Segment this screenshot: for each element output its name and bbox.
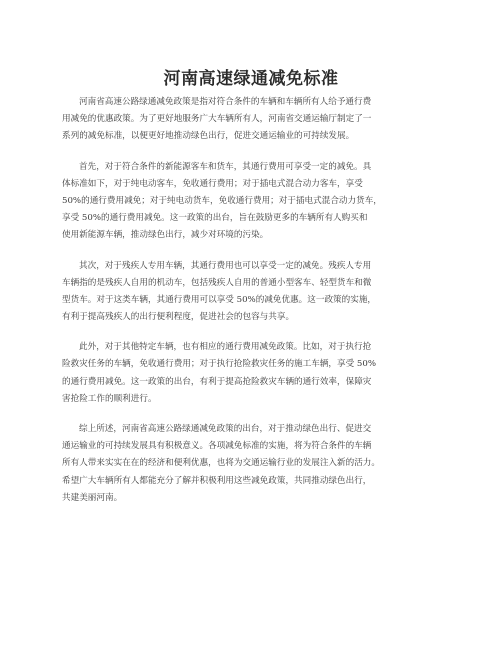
paragraph-new-energy <box>62 159 440 245</box>
text-line: 有利于提高残疾人的出行便利程度，促进社会的包容与共享。 <box>62 312 295 323</box>
document-body <box>62 94 440 520</box>
text-line: 用减免的优惠政策。为了更好地服务广大车辆所有人，河南省交通运输厅制定了一 <box>62 114 372 125</box>
text-line: 车辆指的是残疾人自用的机动车，包括残疾人自用的普通小型客车、轻型货车和微 <box>62 277 372 288</box>
paragraph-special-vehicles <box>62 339 440 408</box>
text-line: 险救灾任务的车辆，免收通行费用；对于执行抢险救灾任务的施工车辆，享受 50% <box>62 359 377 370</box>
page-title: 河南高速绿通减免标准 <box>163 69 339 89</box>
text-line: 首先，对于符合条件的新能源客车和货车，其通行费用可享受一定的减免。具 <box>79 161 372 172</box>
text-line: 其次，对于残疾人专用车辆，其通行费用也可以享受一定的减免。残疾人专用 <box>79 260 372 271</box>
text-line: 希望广大车辆所有人都能充分了解并积极利用这些减免政策，共同推动绿色出行， <box>62 475 372 486</box>
text-line: 综上所述，河南省高速公路绿通减免政策的出台，对于推动绿色出行、促进交 <box>79 424 372 434</box>
text-line: 此外，对于其他特定车辆，也有相应的通行费用减免政策。比如，对于执行抢 <box>79 342 372 353</box>
text-line: 型货车。对于这类车辆，其通行费用可以享受 50%的减免优惠。这一政策的实施， <box>62 294 377 305</box>
text-line: 体标准如下，对于纯电动客车，免收通行费用；对于插电式混合动力客车，享受 <box>62 178 363 189</box>
paragraph-conclusion <box>62 421 440 507</box>
text-line: 享受 50%的通行费用减免。这一政策的出台，旨在鼓励更多的车辆所有人购买和 <box>62 213 368 224</box>
text-line: 50%的通行费用减免；对于纯电动货车，免收通行费用；对于插电式混合动力货车， <box>62 195 382 206</box>
text-line: 通运输业的可持续发展具有积极意义。各项减免标准的实施，将为符合条件的车辆 <box>62 441 372 452</box>
text-line: 河南省高速公路绿通减免政策是指对符合条件的车辆和车辆所有人给予通行费 <box>79 97 372 107</box>
text-line: 共建美丽河南。 <box>62 492 123 503</box>
paragraph-disabled-vehicles <box>62 258 440 327</box>
text-line: 害抢险工作的顺利进行。 <box>62 393 157 404</box>
text-line: 的通行费用减免。这一政策的出台，有利于提高抢险救灾车辆的通行效率，保障灾 <box>62 376 372 387</box>
text-line: 系列的减免标准，以便更好地推动绿色出行，促进交通运输业的可持续发展。 <box>62 131 355 142</box>
text-line: 使用新能源车辆，推动绿色出行，减少对环境的污染。 <box>62 230 269 241</box>
paragraph-intro <box>62 94 440 146</box>
text-line: 所有人带来实实在在的经济和便利优惠，也将为交通运输行业的发展注入新的活力。 <box>62 458 380 469</box>
